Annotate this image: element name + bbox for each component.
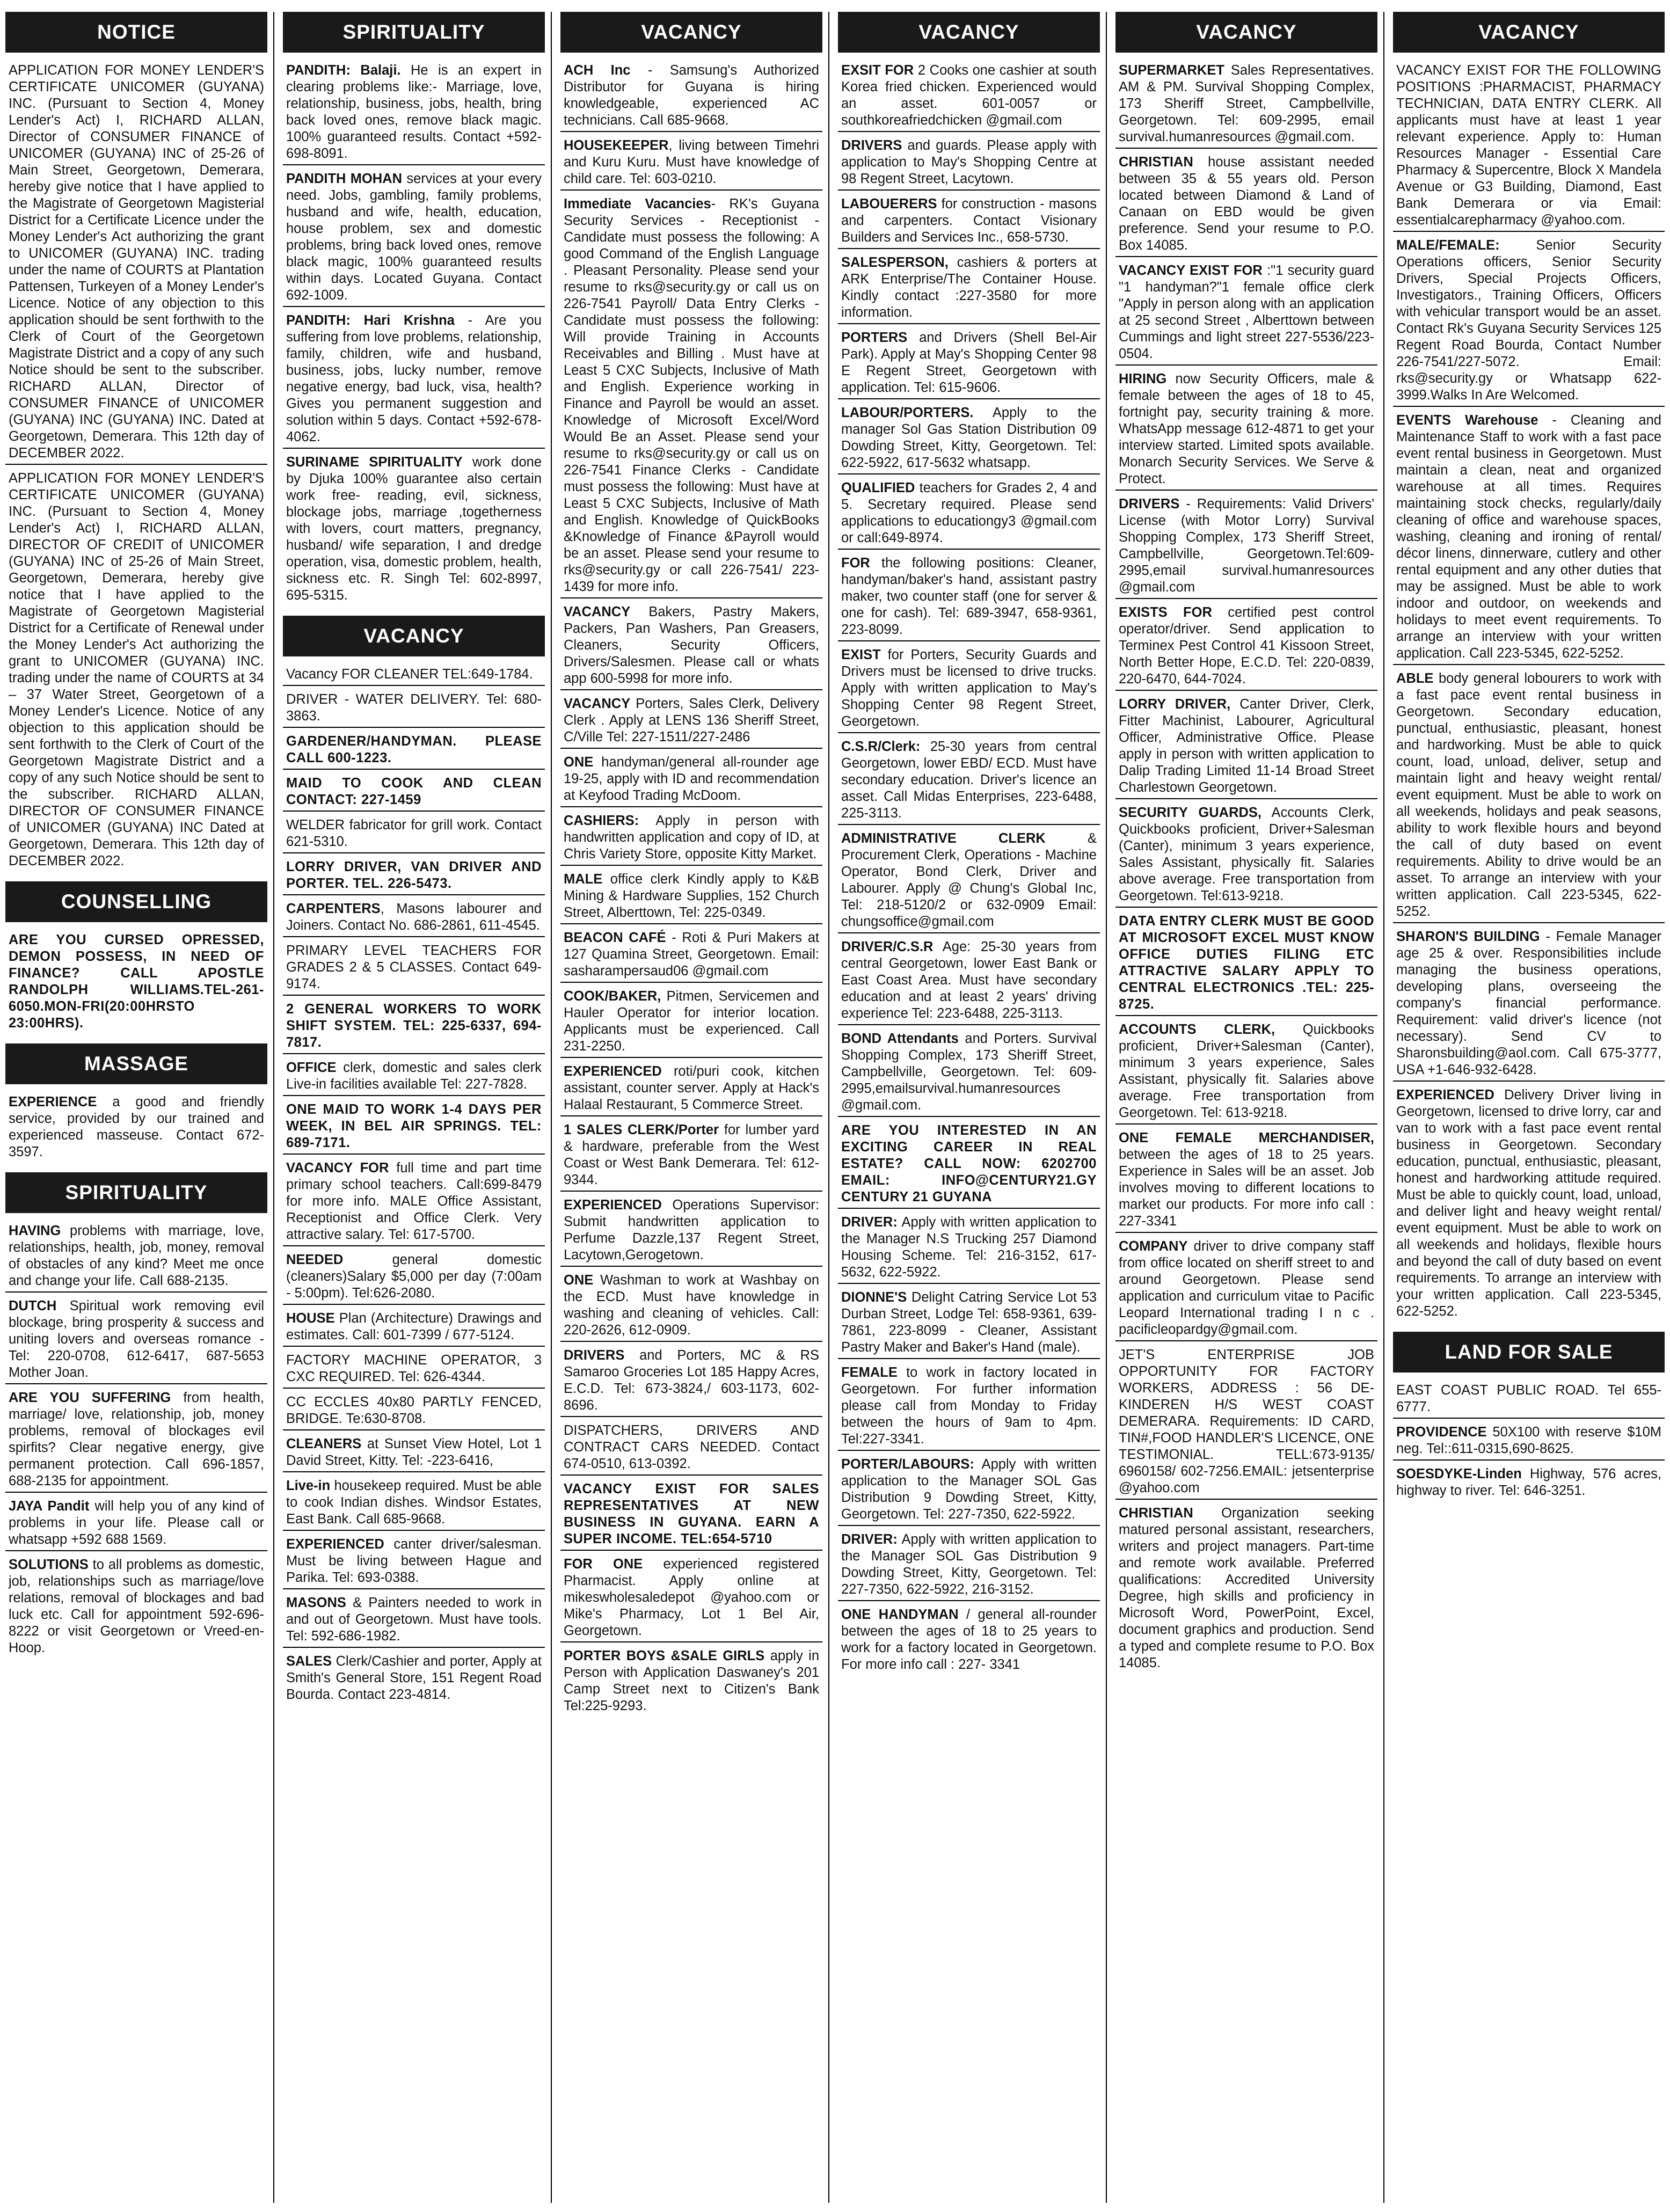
ad-body: Washman to work at Washbay on the ECD. Must have knowledge in washing and cleaning of vehicles. Call: 220-2626, 612-0909. <box>564 1273 819 1338</box>
ad-lead: Live-in <box>286 1478 331 1493</box>
ad-body: VACANCY EXIST FOR SALES REPRESENTATIVES AT NEW BUSINESS IN GUYANA. EARN A SUPER INCOME. TEL:654-5710 <box>564 1481 819 1546</box>
ad-lead: DRIVER: <box>841 1215 898 1230</box>
ad-lead: PORTER BOYS &SALE GIRLS <box>564 1648 765 1663</box>
classified-ad <box>838 254 1100 324</box>
ad-body: - Requirements: Valid Drivers' License (with Motor Lorry) Survival Shopping Complex, 173 Sheriff Street, Campbellville, Georgetown.Tel:609-2995,email survival.humanresources @gmail.com <box>1119 497 1374 595</box>
ad-lead: DUTCH <box>9 1298 57 1313</box>
column-divider <box>1383 12 1384 2203</box>
classified-ad <box>560 1122 822 1192</box>
ad-body: certified pest control operator/driver. Send application to Terminex Pest Control 41 Kissoon Street, North Better Hope, E.C.D. Tel: 220-0839, 220-6470, 644-7024. <box>1119 605 1374 687</box>
section-header-vacancy: VACANCY <box>1393 12 1665 53</box>
classified-ad <box>283 943 545 996</box>
ad-lead: SURINAME SPIRITUALITY <box>286 455 463 470</box>
ad-lead: SHARON'S BUILDING <box>1396 929 1540 944</box>
ad-lead: ACH Inc <box>564 63 631 78</box>
ad-body: teachers for Grades 2, 4 and 5. Secretary required. Please send applications to educationgy3 @gmail.com or call:649-8974. <box>841 480 1097 545</box>
classified-ad <box>1115 696 1377 799</box>
classified-ad <box>1393 237 1665 407</box>
ad-lead: ABLE <box>1396 671 1434 686</box>
ad-body: from health, marriage/ love, relationship, job, money problems, removal of blockages evil spirfits? Clear negative energy, give permanent protection. Call 696-1857, 688-2135 for appointment. <box>9 1390 264 1488</box>
ad-body: - Samsung's Authorized Distributor for Guyana is hiring knowledgeable, experienced AC technicians. Call 685-9668. <box>564 63 819 128</box>
ad-body: Quickbooks proficient, Driver+Salesman (Canter), minimum 3 years experience, Sales Assistant, physically fit. Salaries above average. Free transportation from Georgetown. Tel: 613-9218. <box>1119 1022 1374 1120</box>
classified-ad <box>560 930 822 983</box>
ad-lead: EXISTS FOR <box>1119 605 1212 620</box>
classified-ad <box>838 330 1100 399</box>
ad-body: Spiritual work removing evil blockage, bring prosperity & success and uniting lovers and overseas romance - Tel: 220-0708, 612-6417, 687-5653 Mother Joan. <box>9 1298 264 1380</box>
column-1 <box>5 12 267 2203</box>
ad-body: Delight Catring Service Lot 53 Durban Street, Lodge Tel: 658-9361, 639-7861, 223-8099 - Cleaner, Assistant Pastry Maker and Baker's Hand (male). <box>841 1290 1097 1355</box>
classified-ad <box>560 1648 822 1717</box>
ad-lead: FOR ONE <box>564 1557 643 1572</box>
classified-ad <box>838 1531 1100 1601</box>
ad-body: - Are you suffering from love problems, relationship, family, children, wife and husband, business, jobs, lucky number, remove negative energy, bad luck, visa, health? Gives you permanent suggestion and solution within 5 days. Contact +592-678-4062. <box>286 313 542 444</box>
ad-lead: DRIVER: <box>841 1532 898 1547</box>
ad-lead: EXPERIENCE <box>9 1094 97 1109</box>
ad-body: cashiers & porters at ARK Enterprise/The Container House. Kindly contact :227-3580 for more information. <box>841 255 1097 320</box>
ad-body: to all problems as domestic, job, relationships such as marriage/love relations, removal of blockages and bad luck etc. Call for appointment 592-696-8222 or visit Georgetown or Vreed-en-Hoop. <box>9 1557 264 1655</box>
ad-lead: PANDITH MOHAN <box>286 171 403 186</box>
classified-ad <box>5 1557 267 1659</box>
ad-lead: JAYA Pandit <box>9 1499 90 1514</box>
ad-lead: EVENTS Warehouse <box>1396 413 1538 428</box>
ad-body: & Procurement Clerk, Operations - Machine Operator, Bond Clerk, Driver and Labourer. Apply @ Chung's Global Inc, Tel: 218-5120/2 or 632-0909 Email: chungsoffice@gmail.com <box>841 831 1097 929</box>
ad-lead: LABOUR/PORTERS. <box>841 405 974 420</box>
classified-ad <box>838 137 1100 191</box>
classified-ad <box>560 1272 822 1342</box>
classified-ad <box>283 1101 545 1155</box>
ad-lead: MALE <box>564 872 603 887</box>
classified-ad <box>838 480 1100 550</box>
classified-ad <box>283 1160 545 1246</box>
ad-body: Porters, Sales Clerk, Delivery Clerk . Apply at LENS 136 Sheriff Street, C/Ville Tel: 227-1511/227-2486 <box>564 696 819 744</box>
ad-lead: PROVIDENCE <box>1396 1425 1487 1440</box>
column-divider <box>1106 12 1107 2203</box>
ad-body: at Sunset View Hotel, Lot 1 David Street, Kitty. Tel: -223-6416, <box>286 1436 542 1468</box>
ad-lead: SALESPERSON, <box>841 255 949 270</box>
ad-lead: 1 SALES CLERK/Porter <box>564 1122 719 1137</box>
ad-lead: SALES <box>286 1654 332 1669</box>
classified-ad <box>283 859 545 895</box>
classified-ad <box>283 901 545 937</box>
column-4 <box>838 12 1100 2203</box>
classified-ad <box>283 1060 545 1096</box>
classified-ad <box>5 62 267 465</box>
ad-lead: COMPANY <box>1119 1239 1188 1254</box>
ad-body: Operations Supervisor: Submit handwritten application to Perfume Dazzle,137 Regent Street, Lacytown,Gerogetown. <box>564 1198 819 1262</box>
ad-body: PRIMARY LEVEL TEACHERS FOR GRADES 2 & 5 CLASSES. Contact 649-9174. <box>286 943 542 991</box>
ad-body: office clerk Kindly apply to K&B Mining & Hardware Supplies, 152 Church Street, Alberttown, Tel: 225-0349. <box>564 872 819 920</box>
ad-body: work done by Djuka 100% guarantee also certain work free- reading, evil, sickness, blockage jobs, marriage ,togetherness with lovers, court matters, pregnancy, husband/ wife separation, I and dredge operation, visa, domestic problem, health, sickness etc. R. Singh Tel: 602-8997, 695-5315. <box>286 455 542 603</box>
classified-ad <box>560 1063 822 1116</box>
classified-ad <box>283 775 545 812</box>
ad-body: clerk, domestic and sales clerk Live-in facilities available Tel: 227-7828. <box>286 1060 542 1092</box>
classified-ad <box>560 696 822 749</box>
ad-lead: VACANCY FOR <box>286 1160 389 1176</box>
ad-body: now Security Officers, male & female between the ages of 18 to 45, fortnight pay, security training & more. WhatsApp message 612-4871 to get your interview started. Limited spots available. Monarch Security Services. We Serve & Protect. <box>1119 371 1374 486</box>
classified-ad <box>1115 496 1377 599</box>
ad-lead: EXPERIENCED <box>286 1537 384 1552</box>
classified-ad <box>838 1456 1100 1526</box>
classified-ad <box>283 171 545 307</box>
ad-body: GARDENER/HANDYMAN. PLEASE CALL 600-1223. <box>286 734 542 765</box>
classified-ad <box>560 754 822 807</box>
classified-ad <box>838 647 1100 733</box>
classified-ad <box>283 1001 545 1054</box>
ad-lead: DRIVERS <box>564 1348 625 1363</box>
ad-body: and guards. Please apply with application to May's Shopping Centre at 98 Regent Street, Lacytown. <box>841 138 1097 186</box>
section-header-vacancy: VACANCY <box>283 616 545 656</box>
classified-ad <box>1115 154 1377 257</box>
ad-lead: BEACON CAFÉ <box>564 930 666 945</box>
classified-ad <box>283 1394 545 1430</box>
ad-lead: VACANCY <box>564 604 631 619</box>
ad-body: - Female Manager age 25 & over. Responsibilities include managing the business operations, developing plans, overseeing the company's financial performance. Requirement: valid driver's licence (not necessary). Send CV to Sharonsbuilding@aol.com. Call 675-3777, USA +1-646-932-6428. <box>1396 929 1661 1077</box>
ad-body: 2 GENERAL WORKERS TO WORK SHIFT SYSTEM. TEL: 225-6337, 694-7817. <box>286 1002 542 1050</box>
classified-ad <box>1115 1505 1377 1674</box>
ad-lead: CARPENTERS <box>286 901 381 916</box>
ad-lead: LABOUERERS <box>841 196 937 211</box>
ad-body: general domestic (cleaners)Salary $5,000 per day (7:00am - 5:00pm). Tel:626-2080. <box>286 1252 542 1301</box>
classified-ad <box>1115 805 1377 908</box>
column-6 <box>1393 12 1665 2203</box>
classified-ad <box>838 1122 1100 1209</box>
classified-ad <box>1115 1347 1377 1500</box>
ad-body: Apply in person with handwritten application and copy of ID, at Chris Variety Store, opposite Kitty Market. <box>564 813 819 862</box>
ad-lead: FOR <box>841 556 870 571</box>
classified-ad <box>838 555 1100 641</box>
ad-lead: SUPERMARKET <box>1119 63 1224 78</box>
classified-ad <box>838 939 1100 1025</box>
ad-body: FACTORY MACHINE OPERATOR, 3 CXC REQUIRED. Tel: 626-4344. <box>286 1353 542 1384</box>
ad-body: for construction - masons and carpenters. Contact Visionary Builders and Services Inc., 658-5730. <box>841 196 1097 245</box>
ad-lead: HIRING <box>1119 371 1167 386</box>
ad-lead: SECURITY GUARDS, <box>1119 805 1262 820</box>
section-header-notice: NOTICE <box>5 12 267 53</box>
ad-body: VACANCY EXIST FOR THE FOLLOWING POSITIONS :PHARMACIST, PHARMACY TECHNICIAN, DATA ENTRY CLERK. All applicants must have at least 1 year relevant experience. Apply to: Human Resources Manager - Essential Care Pharmacy & Supercentre, Block X Mandela Avenue or G3 Building, Diamond, East Bank Demerara or via Email: essentialcarepharmacy @yahoo.com. <box>1396 63 1661 228</box>
classified-ad <box>1115 1130 1377 1233</box>
classified-ad <box>5 1298 267 1384</box>
ad-body: DRIVER - WATER DELIVERY. Tel: 680-3863. <box>286 692 542 724</box>
ad-body: driver to drive company staff from office located on sheriff street to and around Georgetown. Please send application and curriculum vitae to Pacific Leopard International trading I n c . pacificleopardgy@gmail.com. <box>1119 1239 1374 1337</box>
ad-body: Apply with written application to the Manager SOL Gas Distribution 9 Dowding Street, Kitty, Georgetown. Tel: 227-7350, 622-5922, 216-3152. <box>841 1532 1097 1597</box>
classified-ad <box>560 1347 822 1417</box>
ad-lead: EXPERIENCED <box>1396 1087 1494 1103</box>
column-divider <box>828 12 829 2203</box>
ad-body: body general lobourers to work with a fast pace event rental business in Georgetown. Secondary education, punctual, enthusiastic, pleasant, honest and hardworking. Must be able to quick count, load, unload, deliver, setup and maintain light and heavy weight rental/ event equipment. Must be able to work on all weekends, holidays and peak seasons, ability to work flexible hours and beyond the call of duty based on event requirements. Ability to drive would be an asset. To arrange an interview with your written application. Call 223-5345, 622-5252. <box>1396 671 1661 919</box>
ad-body: Age: 25-30 years from central Georgetown, lower East Bank or East Coast Area. Must have secondary education and at least 2 years' driving experience Tel: 223-6488, 225-3113. <box>841 939 1097 1021</box>
classified-ad <box>283 1478 545 1531</box>
classified-ad <box>560 196 822 598</box>
ad-body: canter driver/salesman. Must be living between Hague and Parika. Tel: 693-0388. <box>286 1537 542 1585</box>
ad-body: Sales Representatives. AM & PM. Survival Shopping Complex, 173 Sheriff Street, Campbellville, Georgetown. Tel: 609-2995, email survival.humanresources @gmail.com. <box>1119 63 1374 144</box>
ad-body: - Cleaning and Maintenance Staff to work with a fast pace event rental business in Georgetown. Must maintain a clean, neat and organized warehouse at all times. Requires maintaining stock checks, regularly/daily cleaning of office and warehouse spaces, washing, cleaning and ironing of rental/ décor linens, dinnerware, cutlery and other rental equipment and any other duties that may be assigned. Must be able to work indoor and outdoor, on weekends and holidays to meet event requirements. To arrange an interview with your written application. Call 223-5345, 622-5252. <box>1396 413 1661 661</box>
classified-ad <box>5 1498 267 1551</box>
classified-ad <box>838 1214 1100 1284</box>
ad-body: will help you of any kind of problems in your life. Please call or whatsapp +592 688 1569. <box>9 1499 264 1547</box>
column-5 <box>1115 12 1377 2203</box>
ad-lead: COOK/BAKER, <box>564 989 661 1004</box>
classified-ad <box>283 666 545 686</box>
ad-body: APPLICATION FOR MONEY LENDER'S CERTIFICATE UNICOMER (GUYANA) INC. (Pursuant to Section 4, Money Lender's Act) I, RICHARD ALLAN, DIRECTOR OF CREDIT of UNICOMER (GUYANA) INC of 25-26 of Main Street, Georgetown, Demerara, hereby give notice that I have applied to the Magistrate of Georgetown Magisterial District for a Certificate of Renewal under the Money Lender's Act authorizing the grant to UNICOMER (GUYANA) INC. trading under the name of COURTS at 34 – 37 Water Street, Georgetown of a Money Lender's Licence. Notice of any objection to this application should be sent forthwith to the Clerk of Court of the Georgetown Magistrate District and a copy of any such Notice should be sent to the subscriber. RICHARD ALLAN, DIRECTOR OF CONSUMER FINANCE of UNICOMER (GUYANA) INC Dated at Georgetown, Demerara. This 12th day of DECEMBER 2022. <box>9 471 264 868</box>
classified-ad <box>5 932 267 1034</box>
ad-body: between the ages of 18 to 25 years. Experience in Sales will be an asset. Job involves moving to different locations to market our products. For more info call : 227-3341 <box>1119 1147 1374 1229</box>
classified-ad <box>283 1352 545 1389</box>
ad-body: a good and friendly service, provided by our trained and experienced masseuse. Contact 672-3597. <box>9 1094 264 1159</box>
ad-body: Apply with written application to the Manager N.S Trucking 257 Diamond Housing Scheme. Tel: 216-3152, 617-5632, 622-5922. <box>841 1215 1097 1280</box>
ad-body: ARE YOU CURSED OPRESSED, DEMON POSSESS, IN NEED OF FINANCE? CALL APOSTLE RANDOLPH WILLIAMS.TEL-261-6050.MON-FRI(20:00HRSTO 23:00HRS). <box>9 932 264 1031</box>
ad-body: and Porters. Survival Shopping Complex, 173 Sheriff Street, Campbellville, Georgetown. Tel: 609-2995,emailsurvival.humanresources @gmail.com. <box>841 1031 1097 1113</box>
ad-lead: SOESDYKE-Linden <box>1396 1466 1522 1481</box>
ad-body: Accounts Clerk, Quickbooks proficient, Driver+Salesman (Canter), minimum 3 years experience, Sales Assistant, physically fit. Salaries above average. Free transportation from Georgetown. Tel:613-9218. <box>1119 805 1374 903</box>
ad-lead: PORTER/LABOURS: <box>841 1457 974 1472</box>
ad-body: Apply with written application to the Manager SOL Gas Distribution 9 Dowding Street, Kitty, Georgetown. Tel: 227-7350, 622-5922. <box>841 1457 1097 1522</box>
ad-body: He is an expert in clearing problems like:- Marriage, love, relationship, business, jobs, health, bring back loved ones, remove black magic. 100% guaranteed results. Contact +592-698-8091. <box>286 63 542 161</box>
ad-body: roti/puri cook, kitchen assistant, counter server. Apply at Hack's Halaal Restaurant, 5 Commerce Street. <box>564 1064 819 1112</box>
ad-body: & Painters needed to work in and out of Georgetown. Must have tools. Tel: 592-686-1982. <box>286 1595 542 1644</box>
classified-ad <box>560 813 822 866</box>
classified-ad <box>283 1536 545 1589</box>
ad-lead: EXSIT FOR <box>841 63 914 78</box>
ad-lead: HAVING <box>9 1223 61 1238</box>
ad-body: for lumber yard & hardware, preferable from the West Coast or West Bank Demerara. Tel: 612-9344. <box>564 1122 820 1187</box>
classified-ad <box>838 62 1100 132</box>
ad-body: and Drivers (Shell Bel-Air Park). Apply at May's Shopping Center 98 E Regent Street, Georgetown with application. Tel: 615-9606. <box>841 330 1097 395</box>
ad-body: APPLICATION FOR MONEY LENDER'S CERTIFICATE UNICOMER (GUYANA) INC. (Pursuant to Section 4, Money Lender's Act) I, RICHARD ALLAN, Director of CONSUMER FINANCE of UNICOMER (GUYANA) INC of 25-26 of Main Street, Georgetown, Demerara, hereby give notice that I have applied to the Magistrate of Georgetown Magisterial District for a Certificate Licence under the Money Lender's Act authorizing the grant to UNICOMER (GUYANA) INC. trading under the name of COURTS at Plantation Pattensen, Turkeyen of a Money Lender's Licence. Notice of any objection to this application should be sent forthwith to the Clerk of Court of the Georgetown Magistrate District and a copy of any such Notice should be sent to the subscriber. RICHARD ALLAN, Director of CONSUMER FINANCE of UNICOMER (GUYANA) INC (GUYANA) INC. Dated at Georgetown, Demerara. This 12th day of DECEMBER 2022. <box>9 63 264 461</box>
ad-body: Apply to the manager Sol Gas Station Distribution 09 Dowding Street, Kitty, Georgetown. Tel: 622-5922, 617-5632 whatsapp. <box>841 405 1097 470</box>
ad-lead: VACANCY <box>564 696 631 711</box>
ad-lead: NEEDED <box>286 1252 344 1267</box>
classified-ad <box>838 739 1100 825</box>
section-header-land-for-sale: LAND FOR SALE <box>1393 1332 1665 1373</box>
ad-body: - RK's Guyana Security Services - Receptionist - Candidate must possess the following: A good Command of the English Language . Pleasant Personality. Please send your resume to rks@security.gy or call us on 226-7541 Payroll/ Data Entry Clerks - Candidate must possess the following: Will provide Training in Accounts Receivables and Billing . Must have at Least 5 CXC Subjects, Inclusive of Math and English. Experience working in Finance and Payroll be would an asset. Knowledge of Microsoft Excel/Word Would Be an Asset. Please send your resume to rks@security.gy or call us on 226-7541 Finance Clerks - Candidate must possess the following: Must have at Least 5 CXC Subjects, Inclusive of Math and English. Knowledge of QuickBooks &Knowledge of Finance &Payroll would be an asset. Please send your resume to rks@security.gy or call 226-7541/ 223-1439 for more info. <box>564 196 820 594</box>
ad-body: the following positions: Cleaner, handyman/baker's hand, assistant pastry maker, two counter staff (one for server & one for cash). Tel: 689-3947, 658-9361, 223-8099. <box>841 556 1097 637</box>
ad-body: housekeep required. Must be able to cook Indian dishes. Windsor Estates, East Bank. Call 685-9668. <box>286 1478 542 1527</box>
classified-ad <box>838 196 1100 249</box>
section-header-massage: MASSAGE <box>5 1043 267 1084</box>
ad-body: Senior Security Operations officers, Senior Security Drivers, Special Projects Officers, Investigators., Training Officers, Officers with vehicular transport would be an asset. Contact Rk's Guyana Security Services 125 Regent Road Bourda, Contact Number 226-7541/227-5072. Email: rks@security.gy or Whatsapp 622-3999.Walks In Are Welcomed. <box>1396 238 1661 403</box>
classified-ad <box>5 1390 267 1493</box>
ad-body: 2 Cooks one cashier at south Korea fried chicken. Experienced would an asset. 601-0057 or southkoreafriedchicken @gmail.com <box>841 63 1097 128</box>
ad-body: EAST COAST PUBLIC ROAD. Tel 655-6777. <box>1396 1383 1661 1414</box>
classified-ad <box>1393 670 1665 923</box>
ad-body: , Masons labourer and Joiners. Contact No. 686-2861, 611-4545. <box>286 901 542 933</box>
ad-lead: MASONS <box>286 1595 346 1610</box>
classified-ad <box>283 454 545 606</box>
classified-ad <box>283 1595 545 1648</box>
ad-lead: HOUSE <box>286 1311 335 1326</box>
ad-lead: PORTERS <box>841 330 908 345</box>
ad-body: Vacancy FOR CLEANER TEL:649-1784. <box>286 667 533 682</box>
classified-ad <box>1115 371 1377 491</box>
ad-lead: HOUSEKEEPER <box>564 138 669 153</box>
ad-lead: DRIVERS <box>841 138 902 153</box>
ad-lead: ONE <box>564 1273 594 1288</box>
classified-ad <box>838 1031 1100 1117</box>
ad-lead: EXPERIENCED <box>564 1198 662 1213</box>
classified-ad <box>1115 1021 1377 1125</box>
classified-ad <box>283 1252 545 1305</box>
classified-ad <box>283 1436 545 1472</box>
ad-lead: SOLUTIONS <box>9 1557 89 1572</box>
ad-lead: LORRY DRIVER, <box>1119 697 1231 712</box>
ad-lead: EXPERIENCED <box>564 1064 662 1079</box>
section-header-spirituality: SPIRITUALITY <box>5 1172 267 1213</box>
ad-body: :"1 security guard "1 handyman?"1 female office clerk "Apply in person along with an application at 25 second Street , Alberttown between Cummings and light street 227-5536/223-0504. <box>1119 263 1374 361</box>
ad-body: full time and part time primary school teachers. Call:699-8479 for more info. MALE Office Assistant, Receptionist and Office Clerk. Very attractive salary. Tel: 617-5700. <box>286 1160 542 1242</box>
column-divider <box>551 12 552 2203</box>
ad-lead: DIONNE'S <box>841 1290 907 1305</box>
classified-ad <box>560 871 822 924</box>
ad-lead: ACCOUNTS CLERK, <box>1119 1022 1275 1037</box>
ad-body: ARE YOU INTERESTED IN AN EXCITING CAREER IN REAL ESTATE? CALL NOW: 6202700 EMAIL: INFO@CENTURY21.GY CENTURY 21 GUYANA <box>841 1123 1097 1204</box>
ad-body: Canter Driver, Clerk, Fitter Machinist, Labourer, Agricultural Officer, Administrative Office. Please apply in person with written application to Dalip Trading Limited 11-14 Broad Street Charlestown Georgetown. <box>1119 697 1374 795</box>
classified-ad <box>283 1653 545 1705</box>
classified-ad <box>838 1364 1100 1451</box>
classified-ad <box>1393 929 1665 1082</box>
column-divider <box>273 12 274 2203</box>
ad-body: Pitmen, Servicemen and Hauler Operator for interior location. Applicants must be experienced. Call 231-2250. <box>564 989 819 1054</box>
ad-body: and Porters, MC & RS Samaroo Groceries Lot 185 Happy Acres, E.C.D. Tel: 673-3824,/ 603-1173, 602-8696. <box>564 1348 819 1413</box>
ad-body: MAID TO COOK AND CLEAN CONTACT: 227-1459 <box>286 776 542 807</box>
ad-body: problems with marriage, love, relationships, health, job, money, removal of obstacles of any kind? Meet me once and change your life. Call 688-2135. <box>9 1223 264 1288</box>
classified-ad <box>283 817 545 853</box>
ad-lead: OFFICE <box>286 1060 337 1075</box>
classified-ad <box>560 1556 822 1642</box>
ad-lead: CHRISTIAN <box>1119 1506 1193 1521</box>
classified-ad <box>560 1197 822 1267</box>
ad-lead: CHRISTIAN <box>1119 155 1193 170</box>
ad-body: Plan (Architecture) Drawings and estimates. Call: 601-7399 / 677-5124. <box>286 1311 542 1342</box>
classified-ad <box>1393 62 1665 232</box>
classified-ad <box>1393 412 1665 665</box>
ad-lead: ADMINISTRATIVE CLERK <box>841 831 1046 846</box>
classified-ad <box>5 1223 267 1293</box>
ad-lead: FEMALE <box>841 1365 898 1380</box>
ad-lead: CASHIERS: <box>564 813 639 828</box>
ad-lead: DRIVERS <box>1119 497 1180 512</box>
classified-ad <box>560 1481 822 1551</box>
section-header-vacancy: VACANCY <box>838 12 1100 53</box>
classified-ad <box>283 733 545 770</box>
ad-lead: BOND Attendants <box>841 1031 959 1046</box>
ad-body: Clerk/Cashier and porter, Apply at Smith's General Store, 151 Regent Road Bourda. Contact 223-4814. <box>286 1654 542 1702</box>
classified-ad <box>838 1289 1100 1359</box>
ad-lead: VACANCY EXIST FOR <box>1119 263 1263 278</box>
ad-body: 50X100 with reserve $10M neg. Tel::611-0315,690-8625. <box>1396 1425 1661 1456</box>
classified-ad <box>1115 913 1377 1016</box>
ad-lead: ARE YOU SUFFERING <box>9 1390 171 1405</box>
ad-body: house assistant needed between 35 & 55 years old. Person located between Diamond & Land of Canaan on EBD would be given preference. Send your resume to P.O. Box 14085. <box>1119 155 1374 253</box>
classified-ad <box>283 62 545 165</box>
ad-body: Highway, 576 acres, highway to river. Tel: 646-3251. <box>1396 1466 1661 1498</box>
classified-ad <box>838 830 1100 933</box>
ad-body: apply in Person with Application Daswaney's 201 Camp Street next to Citizen's Bank Tel:225-9293. <box>564 1648 819 1713</box>
ad-body: WELDER fabricator for grill work. Contact 621-5310. <box>286 817 542 849</box>
ad-body: DATA ENTRY CLERK MUST BE GOOD AT MICROSOFT EXCEL MUST KNOW OFFICE DUTIES FILING ETC ATTRACTIVE SALARY APPLY TO CENTRAL ELECTRONICS .TEL: 225-8725. <box>1119 914 1374 1012</box>
ad-body: experienced registered Pharmacist. Apply online at mikeswholesaledepot @yahoo.com or Mike's Pharmacy, Lot 1 Bel Air, Georgetown. <box>564 1557 819 1638</box>
ad-lead: PANDITH: Hari Krishna <box>286 313 455 328</box>
ad-body: - Roti & Puri Makers at 127 Quamina Street, Georgetown. Email: sasharampersaud06 @gmail.com <box>564 930 819 979</box>
ad-body: , living between Timehri and Kuru Kuru. Must have knowledge of child care. Tel: 603-0210. <box>564 138 819 186</box>
ad-lead: CLEANERS <box>286 1436 362 1451</box>
ad-body: 25-30 years from central Georgetown, lower EBD/ ECD. Must have secondary education. Driver's licence an asset. Call Midas Enterprises, 223-6488, 225-3113. <box>841 739 1097 821</box>
ad-lead: PANDITH: Balaji. <box>286 63 401 78</box>
column-3 <box>560 12 822 2203</box>
ad-lead: QUALIFIED <box>841 480 915 495</box>
section-header-spirituality: SPIRITUALITY <box>283 12 545 53</box>
classified-ad <box>838 1607 1100 1675</box>
ad-lead: ONE FEMALE MERCHANDISER, <box>1119 1130 1374 1145</box>
ad-lead: ONE <box>564 755 594 770</box>
ad-lead: Immediate Vacancies <box>564 196 711 211</box>
ad-body: services at your every need. Jobs, gambling, family problems, husband and wife, health, education, house problem, sex and domestic problems, bring back loved ones, remove black magic, 100% guaranteed results within days. Located Guyana. Contact 692-1009. <box>286 171 542 303</box>
classified-ad <box>1393 1087 1665 1322</box>
section-header-counselling: COUNSELLING <box>5 881 267 922</box>
ad-lead: ONE HANDYMAN <box>841 1607 959 1622</box>
ad-lead: C.S.R/Clerk: <box>841 739 921 754</box>
classified-ad <box>283 691 545 728</box>
classified-ad <box>5 470 267 872</box>
classified-ad <box>1115 604 1377 691</box>
classified-ad <box>1115 1238 1377 1341</box>
ad-lead: EXIST <box>841 647 881 662</box>
section-header-vacancy: VACANCY <box>1115 12 1377 53</box>
classified-ad <box>283 312 545 449</box>
ad-body: Bakers, Pastry Makers, Packers, Pan Washers, Pan Greasers, Cleaners, Security Officers, Drivers/Salesmen. Please call or whats app 600-5998 for more info. <box>564 604 819 686</box>
classified-ad <box>560 137 822 191</box>
ad-body: for Porters, Security Guards and Drivers must be licensed to drive trucks. Apply with written application to May's Shopping Center 98 Regent Street, Georgetown. <box>841 647 1097 729</box>
classified-ad <box>1115 262 1377 366</box>
classified-ad <box>1393 1466 1665 1501</box>
classified-ad <box>560 1422 822 1476</box>
ad-body: CC ECCLES 40x80 PARTLY FENCED, BRIDGE. Te:630-8708. <box>286 1395 542 1426</box>
classified-ad <box>560 988 822 1058</box>
section-header-vacancy: VACANCY <box>560 12 822 53</box>
ad-body: to work in factory located in Georgetown. For further information please call from Monday to Friday between the hours of 9am to 4pm. Tel:227-3341. <box>841 1365 1097 1447</box>
classified-ad <box>5 1094 267 1163</box>
classified-ad <box>560 62 822 132</box>
classified-ad <box>560 604 822 690</box>
ad-body: DISPATCHERS, DRIVERS AND CONTRACT CARS NEEDED. Contact 674-0510, 613-0392. <box>564 1423 819 1471</box>
classified-ad <box>283 1310 545 1347</box>
ad-body: Organization seeking matured personal assistant, researchers, writers and project managers. Part-time and remote work available. Preferred qualifications: Accredited University Degree, high skills and proficiency in Microsoft Word, PowerPoint, Excel, document graphics and production. Send a typed and complete resume to P.O. Box 14085. <box>1119 1506 1374 1670</box>
column-2 <box>283 12 545 2203</box>
ad-body: ONE MAID TO WORK 1-4 DAYS PER WEEK, IN BEL AIR SPRINGS. TEL: 689-7171. <box>286 1102 542 1150</box>
classified-ad <box>1393 1424 1665 1461</box>
ad-body: handyman/general all-rounder age 19-25, apply with ID and recommendation at Keyfood Trading McDoom. <box>564 755 819 803</box>
ad-body: / general all-rounder between the ages of 18 to 25 years to work for a factory located in Georgetown. For more info call : 227- 3341 <box>841 1607 1097 1672</box>
classified-ad <box>1115 62 1377 149</box>
ad-lead: DRIVER/C.S.R <box>841 939 934 954</box>
classified-ad <box>1393 1382 1665 1419</box>
ad-lead: MALE/FEMALE: <box>1396 238 1500 253</box>
ad-body: JET'S ENTERPRISE JOB OPPORTUNITY FOR FACTORY WORKERS, ADDRESS : 56 DE-KINDEREN H/S WEST COAST DEMERARA. Requirements: ID CARD, TIN#,FOOD HANDLER'S LICENCE, ONE TESTIMONIAL. TELL:673-9135/ 6960158/ 602-7256.EMAIL: jetsenterprise @yahoo.com <box>1119 1347 1374 1495</box>
ad-body: LORRY DRIVER, VAN DRIVER AND PORTER. TEL. 226-5473. <box>286 859 542 891</box>
ad-body: Delivery Driver living in Georgetown, licensed to drive lorry, car and van to work with a fast pace event rental business in Georgetown. Secondary education, punctual, enthusiastic, pleasant, honest and hardworking attitude required. Must be able to quickly count, load, unload, and deliver light and heavy weight rental/ event equipment. Must be able to work on all weekends and holidays, flexible hours and beyond the call of duty based on event requirements. To arrange an interview with your written application. Call 223-5345, 622-5252. <box>1396 1087 1661 1319</box>
classified-ad <box>838 405 1100 474</box>
